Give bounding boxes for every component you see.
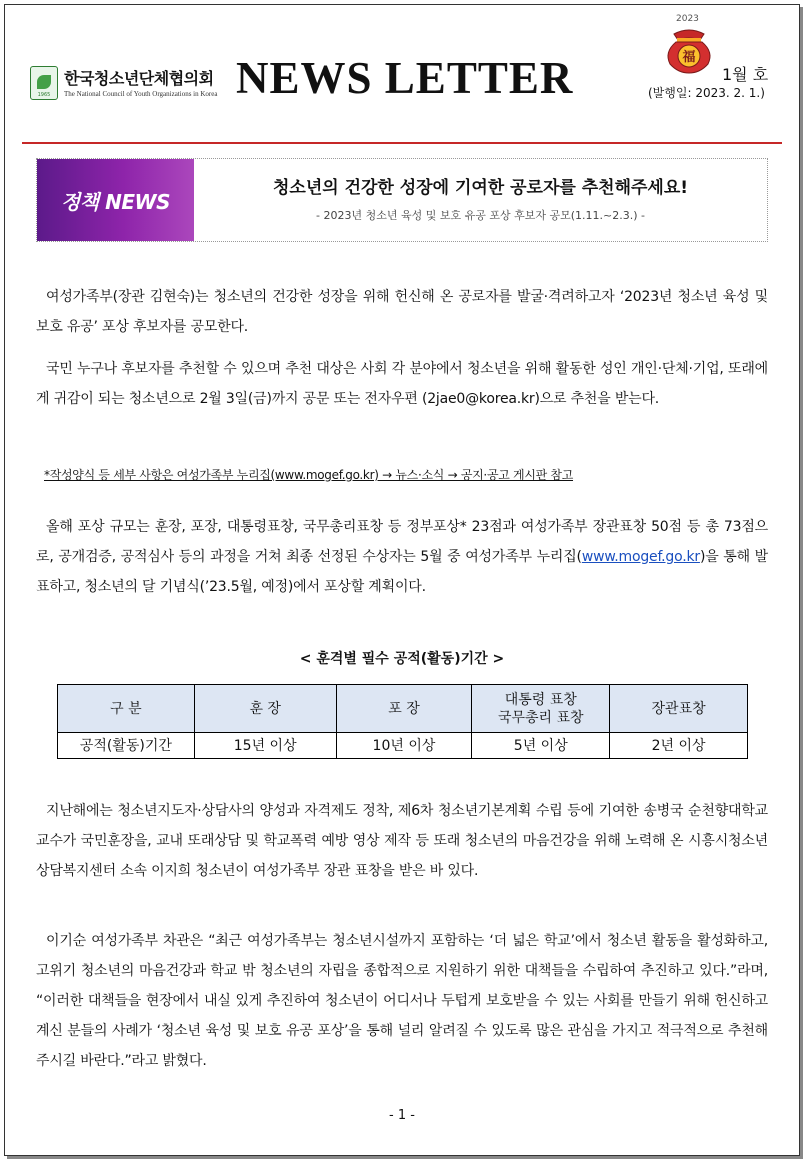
banner-tag: 정책 NEWS [37,159,194,241]
policy-news-banner [36,158,768,242]
header-order-of-merit: 훈 장 [194,685,336,733]
lucky-pouch-icon [660,24,718,74]
issue-date: (발행일: 2023. 2. 1.) [648,86,765,100]
table-cell: 5년 이상 [472,733,610,759]
table-cell: 10년 이상 [336,733,472,759]
ministry-website-link[interactable]: www.mogef.go.kr [581,549,700,565]
banner-subhead: - 2023년 청소년 육성 및 보호 유공 포상 후보자 공모(1.11.~2.3.) - [316,209,645,222]
paragraph-award-scale [36,512,768,602]
header-pm-citation: 국무총리 표창 [497,709,584,726]
header-presidential-pm-citation [472,685,610,733]
award-scale-text: 올해 포상 규모는 훈장, 포장, 대통령표창, 국무총리표창 등 정부포상* 23점과 여성가족부 장관표창 50점 등 총 73점으로, 공개검증, 공적심사 등의 과정을 거쳐 최종 선정된 수상자는 5월 중 여성가족부 누리집( [36,519,768,565]
year-badge-number: 2023 [676,14,699,24]
org-logo-year: 1965 [37,92,51,98]
table-title: < 훈격별 필수 공적(활동)기간 > [299,651,505,667]
header-divider [22,142,782,144]
pouch-character: 福 [682,50,696,65]
page-number: - 1 - [389,1108,415,1123]
header-minister-citation: 장관표창 [610,685,748,733]
notice-note: *작성양식 등 세부 사항은 여성가족부 누리집(www.mogef.go.kr) → 뉴스·소식 → 공지·공고 게시판 참고 [44,468,574,482]
table-cell: 15년 이상 [194,733,336,759]
organization-logo-icon [30,66,58,100]
organization-name-english: The National Council of Youth Organizations in Korea [64,90,218,98]
table-cell: 2년 이상 [610,733,748,759]
row-label: 공적(활동)기간 [58,733,195,759]
award-scale-text-end: )을 통해 발표하고, 청소년의 달 기념식(’23.5월, 예정)에서 포상할 계획이다. [36,549,768,595]
newsletter-title: NEWS LETTER [236,53,574,103]
issue-label: 1월 호 [722,65,769,84]
header-medal: 포 장 [336,685,472,733]
table-header-row [58,685,748,733]
paragraph-previous-winners: 지난해에는 청소년지도자·상담사의 양성과 자격제도 정착, 제6차 청소년기본계획 수립 등에 기여한 송병국 순천향대학교 교수가 국민훈장을, 교내 또래상담 및 학교폭력 예방 영상 제작 등 또래 청소년의 마음건강을 위해 노력해 온 시흥시청소년상담복지센터 소속 이지희 청소년이 여성가족부 장관 표창을 받은 바 있다. [36,803,768,879]
table-row [58,733,748,759]
paragraph-nomination: 국민 누구나 후보자를 추천할 수 있으며 추천 대상은 사회 각 분야에서 청소년을 위해 활동한 성인 개인·단체·기업, 또래에게 귀감이 되는 청소년으로 2월 3일(금)까지 공문 또는 전자우편 (2jae0@korea.kr)으로 추천을 받는다. [36,361,768,407]
paragraph-announcement: 여성가족부(장관 김현숙)는 청소년의 건강한 성장을 위해 헌신해 온 공로자를 발굴·격려하고자 ‘2023년 청소년 육성 및 보호 유공’ 포상 후보자를 공모한다. [36,289,768,335]
header-presidential-citation: 대통령 표창 [504,691,577,708]
organization-name: 한국청소년단체협의회 [64,69,214,88]
merit-period-table [57,684,748,759]
header-category: 구 분 [58,685,195,733]
banner-headline: 청소년의 건강한 성장에 기여한 공로자를 추천해주세요! [272,178,689,198]
paragraph-vice-minister-quote: 이기순 여성가족부 차관은 “최근 여성가족부는 청소년시설까지 포함하는 ‘더 넓은 학교’에서 청소년 활동을 활성화하고, 고위기 청소년의 마음건강과 학교 밖 청소년의 자립을 종합적으로 지원하기 위한 대책들을 수립하여 추진하고 있다.”라며, “이러한 대책들을 현장에서 내실 있게 추진하여 청소년이 어디서나 두텁게 보호받을 수 있는 사회를 만들기 위해 헌신하고 계신 분들의 사례가 ‘청소년 육성 및 보호 유공 포상’을 통해 널리 알려질 수 있도록 많은 관심을 가지고 적극적으로 추천해 주시길 바란다.”라고 밝혔다. [36,933,768,1069]
